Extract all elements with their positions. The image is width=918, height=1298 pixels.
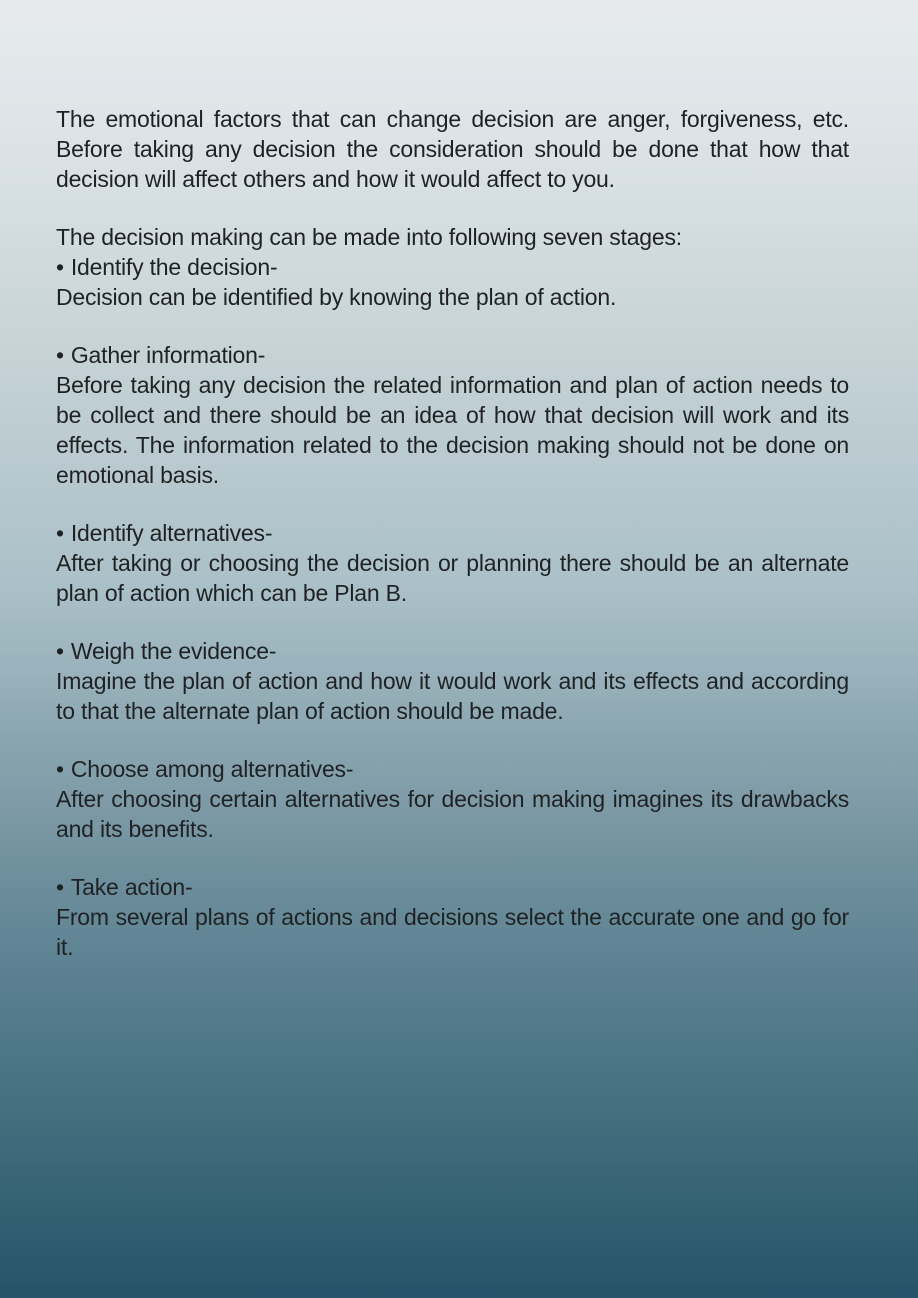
stage-description: From several plans of actions and decisions select the accurate one and go for it.	[56, 904, 849, 960]
intro-paragraph: The emotional factors that can change decision are anger, forgiveness, etc. Before taking any decision the consideration should be done that how that decision will affect others and how it would affect to you.	[56, 106, 849, 192]
bullet-icon: •	[56, 520, 64, 546]
stage-description: Before taking any decision the related information and plan of action needs to be collect and there should be an idea of how that decision will work and its effects. The information related to the decision making should not be done on emotional basis.	[56, 372, 849, 488]
stage-title: Gather information-	[70, 342, 266, 368]
bullet-icon: •	[56, 874, 64, 900]
stage-identify-the-decision	[56, 222, 849, 312]
stage-identify-alternatives	[56, 518, 849, 608]
stage-description: After taking or choosing the decision or planning there should be an alternate plan of action which can be Plan B.	[56, 550, 849, 606]
stage-description: After choosing certain alternatives for decision making imagines its drawbacks and its benefits.	[56, 786, 849, 842]
stage-title-line	[56, 636, 849, 666]
stage-description: Decision can be identified by knowing the plan of action.	[56, 284, 617, 310]
stage-take-action	[56, 872, 849, 962]
stage-title-line	[56, 340, 849, 370]
stage-gather-information	[56, 340, 849, 490]
bullet-icon: •	[56, 756, 64, 782]
stage-title-line	[56, 872, 849, 902]
stage-title: Choose among alternatives-	[70, 756, 354, 782]
stage-title-line	[56, 518, 849, 548]
bullet-icon: •	[56, 638, 64, 664]
bullet-icon: •	[56, 254, 64, 280]
bullet-icon: •	[56, 342, 64, 368]
stage-weigh-the-evidence	[56, 636, 849, 726]
stage-title: Identify the decision-	[70, 254, 278, 280]
stage-choose-among-alternatives	[56, 754, 849, 844]
stages-heading: The decision making can be made into following seven stages:	[56, 224, 682, 250]
stage-title-line	[56, 754, 849, 784]
document-content	[56, 104, 849, 962]
stage-title: Weigh the evidence-	[70, 638, 277, 664]
stage-title: Take action-	[70, 874, 193, 900]
stage-title-line	[56, 252, 849, 282]
stage-description: Imagine the plan of action and how it would work and its effects and according to that the alternate plan of action should be made.	[56, 668, 849, 724]
stage-title: Identify alternatives-	[70, 520, 273, 546]
